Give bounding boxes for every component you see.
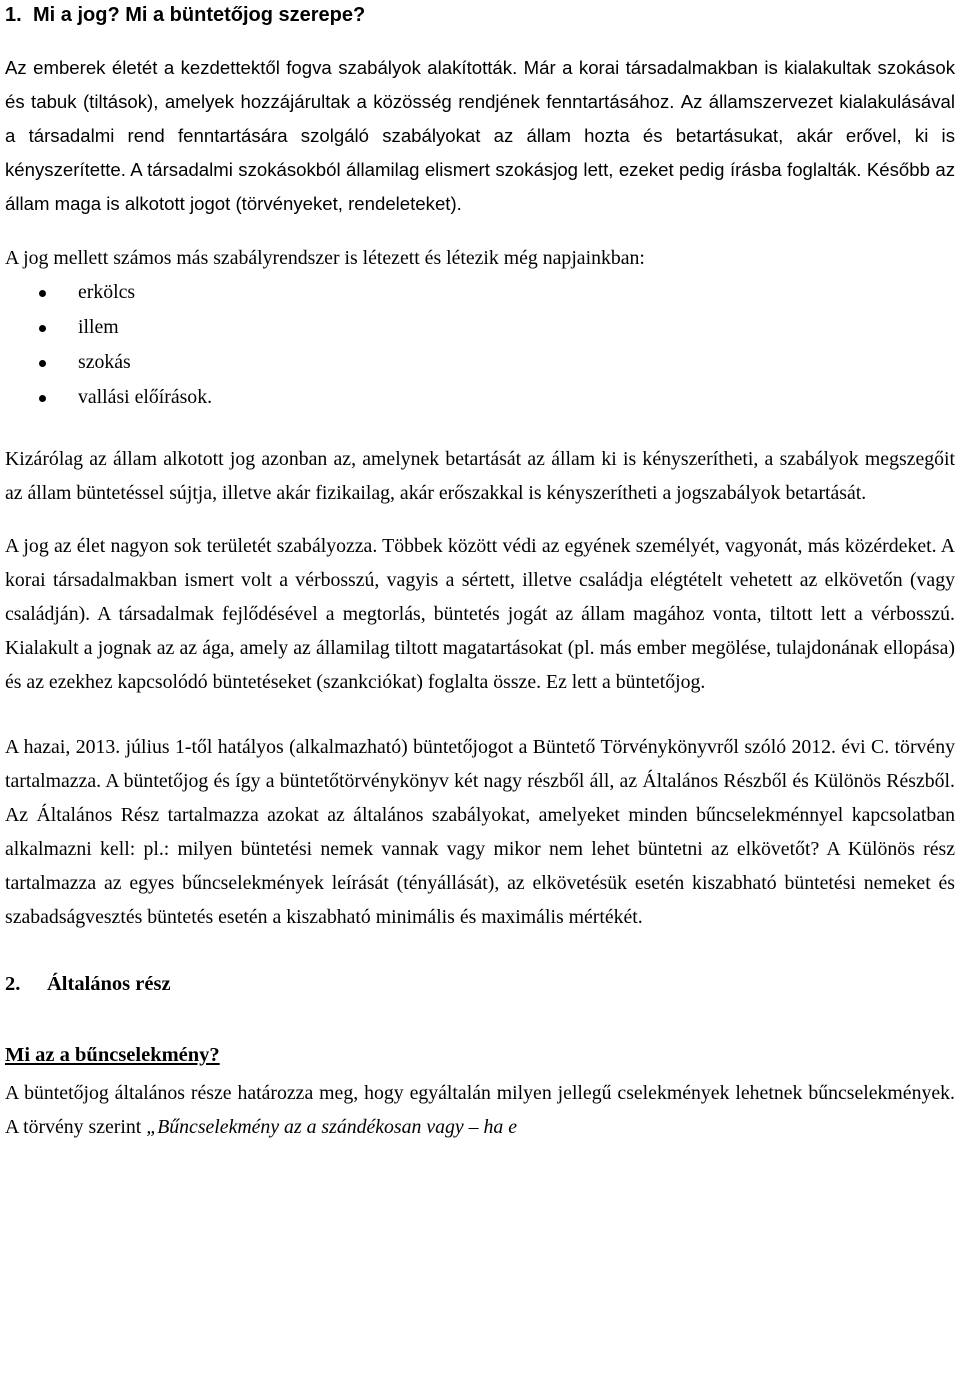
bullet-icon <box>39 290 46 297</box>
list-item-label: szokás <box>78 351 131 373</box>
section-1-heading <box>5 0 955 28</box>
definition-quote: „Bűncselekmény az a szándékosan vagy – ha e <box>146 1116 517 1138</box>
bullet-icon <box>39 360 46 367</box>
definition-paragraph <box>5 1076 955 1144</box>
section-1-number: 1. <box>5 4 22 26</box>
regulation-paragraph: A jog az élet nagyon sok területét szabályozza. Többek között védi az egyének személyét, vagyonát, más közérdeket. A korai társadalmakban ismert volt a vérbosszú, vagyis a sértett, illetve családja elégtételt vehetett az elkövetőn (vagy családján). A társadalmak fejlődésével a megtorlás, büntetés jogát az állam magához vonta, tiltott lett a vérbosszú. Kialakult a jognak az az ága, amely az államilag tiltott magatartásokat (pl. más ember megölése, tulajdonának ellopása) és az ezekhez kapcsolódó büntetéseket (szankciókat) foglalta össze. Ez lett a büntetőjog. <box>5 535 955 693</box>
bullet-icon <box>39 395 46 402</box>
section-1-title: Mi a jog? Mi a büntetőjog szerepe? <box>33 4 366 26</box>
rules-intro: A jog mellett számos más szabályrendszer is létezett és létezik még napjainkban: <box>5 247 645 269</box>
bullet-icon <box>39 325 46 332</box>
intro-paragraph <box>5 51 955 221</box>
definition-text: A büntetőjog általános része határozza meg, hogy egyáltalán milyen jellegű cselekmények lehetnek bűncselekmények. A törvény szerint <box>5 1082 955 1138</box>
section-2-heading <box>5 967 955 1001</box>
domestic-law-paragraph: A hazai, 2013. július 1-től hatályos (alkalmazható) büntetőjogot a Büntető Törvénykönyvről szóló 2012. évi C. törvény tartalmazza. A büntetőjog és így a büntetőtörvénykönyv két nagy részből áll, az Általános Részből és Különös Részből. Az Általános Rész tartalmazza azokat az általános szabályokat, amelyeket minden bűncselekménnyel kapcsolatban alkalmazni kell: pl.: milyen büntetési nemek vannak vagy mikor nem lehet büntetni az elkövetőt? A Különös rész tartalmazza az egyes bűncselekmények leírását (tényállását), az elkövetésük esetén kiszabható büntetési nemeket és szabadságvesztés büntetés esetén a kiszabható minimális és maximális mértékét. <box>5 736 955 928</box>
subsection-heading: Mi az a bűncselekmény? <box>5 1044 220 1066</box>
list-item <box>5 345 955 380</box>
list-item-label: illem <box>78 316 119 338</box>
list-item <box>5 275 955 310</box>
rule-systems-list <box>5 275 955 415</box>
intro-part-1: Az emberek életét a kezdettektől fogva szabályok alakították. Már a korai társadalmakban is kialakultak szokások és tabuk (tiltások), amelyek hozzájárultak a közösség rendjének fenntartásához. <box>5 57 955 112</box>
section-2-number: 2. <box>5 973 21 995</box>
list-item-label: vallási előírások. <box>78 386 213 408</box>
list-item <box>5 310 955 345</box>
document-page <box>5 0 955 1144</box>
state-law-paragraph: Kizárólag az állam alkotott jog azonban az, amelynek betartását az állam ki is kényszerítheti, a szabályok megszegőit az állam büntetéssel sújtja, illetve akár fizikailag, akár erőszakkal is kényszerítheti a jogszabályok betartását. <box>5 448 955 504</box>
intro-part-2: Az államszervezet kialakulásával a társadalmi rend fenntartására szolgáló szabályokat az állam hozta és betartásukat, akár erővel, ki is kényszerítette. A társadalmi szokásokból államilag elismert szokásjog lett, ezeket pedig írásba foglalták. Később az állam maga is alkotott jogot (törvényeket, rendeleteket). <box>5 91 955 214</box>
list-item-label: erkölcs <box>78 281 136 303</box>
list-item <box>5 380 955 415</box>
section-2-title: Általános rész <box>47 973 171 995</box>
